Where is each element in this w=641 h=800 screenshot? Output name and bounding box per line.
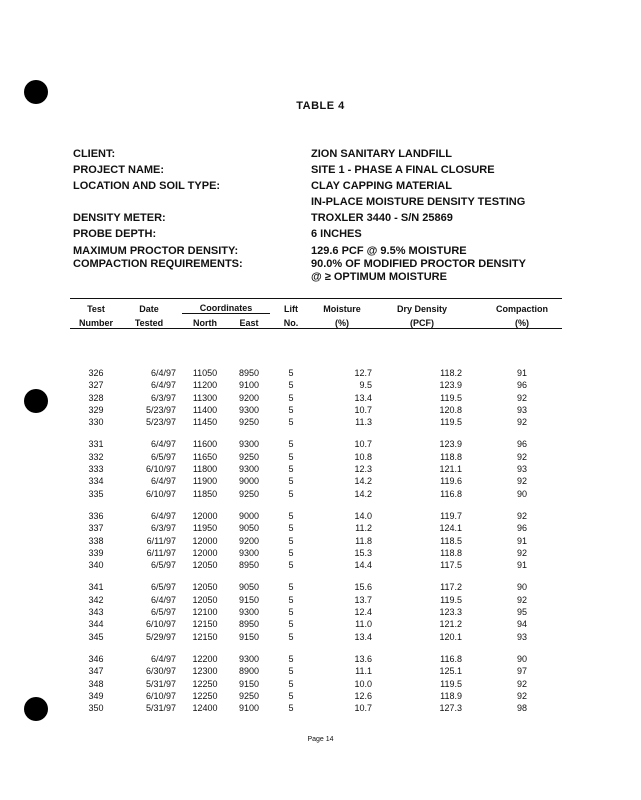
dry-density-cell: 123.9: [439, 380, 462, 391]
north-cell: 11850: [192, 488, 218, 499]
moisture-cell: 13.7: [354, 594, 372, 605]
date-tested-cell: 5/23/97: [145, 404, 176, 415]
date-tested-cell: 6/3/97: [150, 392, 176, 403]
date-tested-cell: 6/10/97: [145, 619, 176, 630]
compaction-cell: 93: [516, 404, 527, 415]
lift-no-cell: 5: [288, 535, 294, 546]
compaction-cell: 92: [516, 392, 527, 403]
lift-no-cell: 5: [288, 380, 294, 391]
compaction-cell: 91: [516, 535, 527, 546]
compaction-cell: 95: [516, 607, 527, 618]
east-cell: 9300: [238, 653, 260, 664]
dry-density-cell: 119.5: [440, 594, 462, 605]
test-number-cell: 328: [88, 392, 104, 403]
group-spacer: [70, 571, 562, 581]
table-row: [70, 488, 562, 500]
east-cell: 9300: [238, 547, 260, 558]
compaction-cell: 96: [516, 439, 527, 450]
date-tested-cell: 6/10/97: [145, 488, 176, 499]
lift-no-cell: 5: [288, 392, 294, 403]
compaction-value-line-1: 90.0% OF MODIFIED PROCTOR DENSITY: [311, 258, 526, 270]
test-number-cell: 346: [88, 653, 104, 664]
test-number-cell: 333: [88, 464, 104, 475]
north-cell: 11800: [192, 464, 218, 475]
east-cell: 9150: [238, 631, 260, 642]
location-value-line-1: CLAY CAPPING MATERIAL: [311, 180, 452, 192]
lift-no-cell: 5: [288, 523, 294, 534]
client-label: CLIENT:: [73, 148, 116, 160]
east-cell: 8900: [238, 666, 260, 677]
table-row: [70, 379, 562, 391]
table-row: [70, 475, 562, 487]
test-number-cell: 335: [88, 488, 104, 499]
dry-density-cell: 117.5: [440, 560, 462, 571]
table-title: TABLE 4: [296, 100, 345, 112]
test-number-cell: 341: [88, 582, 104, 593]
dry-density-cell: 124.1: [439, 523, 462, 534]
punch-hole-bottom: [24, 697, 48, 721]
page-number: Page 14: [307, 736, 334, 743]
compaction-cell: 93: [516, 464, 527, 475]
table-row: [70, 392, 562, 404]
test-number-cell: 343: [88, 607, 104, 618]
info-row-compaction: [73, 258, 553, 271]
east-cell: 9150: [238, 594, 260, 605]
header-row-2: [70, 314, 562, 329]
compaction-cell: 92: [516, 510, 527, 521]
compaction-cell: 92: [516, 417, 527, 428]
probe-value: 6 INCHES: [311, 228, 362, 240]
date-tested-cell: 6/4/97: [150, 476, 176, 487]
table-row: [70, 631, 562, 643]
proctor-value: 129.6 PCF @ 9.5% MOISTURE: [311, 245, 467, 257]
test-number-cell: 338: [88, 535, 104, 546]
date-tested-cell: 6/4/97: [150, 510, 176, 521]
dry-density-cell: 121.2: [439, 619, 462, 630]
dry-density-cell: 127.3: [439, 703, 462, 714]
moisture-cell: 12.3: [354, 464, 372, 475]
lift-no-cell: 5: [288, 368, 294, 378]
table-row: [70, 653, 562, 665]
info-row-project: [73, 162, 553, 178]
compaction-cell: 98: [516, 703, 527, 714]
lift-no-cell: 5: [288, 439, 294, 450]
east-cell: 9300: [238, 404, 260, 415]
lift-no-cell: 5: [288, 690, 294, 701]
proctor-label: MAXIMUM PROCTOR DENSITY:: [73, 245, 239, 257]
header-east: East: [228, 314, 270, 329]
east-cell: 9250: [238, 451, 260, 462]
header-date: Date: [122, 299, 182, 314]
compaction-cell: 92: [516, 678, 527, 689]
date-tested-cell: 6/5/97: [150, 607, 176, 618]
east-cell: 9000: [238, 476, 260, 487]
header-north: North: [182, 314, 228, 329]
dry-density-cell: 119.5: [440, 392, 462, 403]
date-tested-cell: 5/31/97: [145, 703, 176, 714]
info-row-location-2: [73, 194, 553, 210]
east-cell: 9300: [238, 607, 260, 618]
dry-density-cell: 118.5: [440, 535, 462, 546]
header-test: Test: [70, 299, 122, 314]
east-cell: 9300: [238, 464, 260, 475]
north-cell: 11600: [192, 439, 218, 450]
header-compaction-unit: (%): [482, 314, 562, 329]
north-cell: 12250: [192, 678, 218, 689]
moisture-cell: 13.4: [354, 392, 372, 403]
compaction-cell: 92: [516, 451, 527, 462]
east-cell: 9050: [238, 582, 260, 593]
test-number-cell: 347: [88, 666, 104, 677]
north-cell: 11950: [192, 523, 218, 534]
date-tested-cell: 6/11/97: [146, 535, 176, 546]
north-cell: 11400: [192, 404, 218, 415]
table-row: [70, 581, 562, 593]
north-cell: 12150: [192, 619, 218, 630]
east-cell: 9000: [238, 510, 260, 521]
date-tested-cell: 6/5/97: [150, 451, 176, 462]
dry-density-cell: 116.8: [440, 488, 462, 499]
compaction-cell: 92: [516, 547, 527, 558]
compaction-cell: 96: [516, 380, 527, 391]
test-number-cell: 349: [88, 690, 104, 701]
test-number-cell: 350: [88, 703, 104, 714]
header-coordinates: Coordinates: [182, 299, 270, 314]
north-cell: 12050: [192, 582, 218, 593]
moisture-cell: 12.7: [354, 368, 372, 378]
info-row-meter: [73, 210, 553, 226]
lift-no-cell: 5: [288, 631, 294, 642]
moisture-cell: 9.5: [359, 380, 372, 391]
dry-density-cell: 118.8: [440, 547, 462, 558]
test-number-cell: 331: [88, 439, 104, 450]
compaction-cell: 91: [516, 560, 527, 571]
compaction-cell: 92: [516, 690, 527, 701]
moisture-cell: 11.2: [355, 523, 372, 534]
meter-value: TROXLER 3440 - S/N 25869: [311, 212, 453, 224]
table-row: [70, 463, 562, 475]
compaction-cell: 96: [516, 523, 527, 534]
date-tested-cell: 6/4/97: [150, 380, 176, 391]
moisture-cell: 10.8: [354, 451, 372, 462]
north-cell: 12050: [192, 560, 218, 571]
dry-density-cell: 123.3: [439, 607, 462, 618]
header-number: Number: [70, 314, 122, 329]
date-tested-cell: 6/30/97: [145, 666, 176, 677]
header-tested: Tested: [122, 314, 182, 329]
north-cell: 12100: [192, 607, 218, 618]
dry-density-cell: 118.8: [440, 451, 462, 462]
east-cell: 9250: [238, 488, 260, 499]
table-row: [70, 547, 562, 559]
lift-no-cell: 5: [288, 451, 294, 462]
probe-label: PROBE DEPTH:: [73, 228, 157, 240]
lift-no-cell: 5: [288, 582, 294, 593]
moisture-cell: 14.0: [354, 510, 372, 521]
punch-hole-middle: [24, 389, 48, 413]
compaction-label: COMPACTION REQUIREMENTS:: [73, 258, 243, 270]
dry-density-cell: 125.1: [439, 666, 462, 677]
table-row: [70, 451, 562, 463]
moisture-cell: 12.4: [354, 607, 372, 618]
lift-no-cell: 5: [288, 666, 294, 677]
table-row: [70, 438, 562, 450]
east-cell: 9200: [238, 392, 260, 403]
compaction-cell: 92: [516, 476, 527, 487]
lift-no-cell: 5: [288, 678, 294, 689]
north-cell: 11300: [192, 392, 218, 403]
date-tested-cell: 6/10/97: [145, 690, 176, 701]
dry-density-cell: 120.1: [439, 631, 462, 642]
table-row: [70, 510, 562, 522]
dry-density-cell: 118.9: [440, 690, 462, 701]
date-tested-cell: 6/4/97: [150, 594, 176, 605]
table-row: [70, 367, 562, 379]
north-cell: 12400: [192, 703, 218, 714]
lift-no-cell: 5: [288, 653, 294, 664]
east-cell: 9200: [238, 535, 260, 546]
moisture-cell: 15.6: [354, 582, 372, 593]
north-cell: 12050: [192, 594, 218, 605]
header-lift: Lift: [270, 299, 312, 314]
density-test-table: [70, 298, 562, 714]
dry-density-cell: 118.2: [440, 368, 462, 378]
table-row: [70, 594, 562, 606]
date-tested-cell: 6/10/97: [145, 464, 176, 475]
test-number-cell: 345: [88, 631, 104, 642]
lift-no-cell: 5: [288, 607, 294, 618]
test-number-cell: 330: [88, 417, 104, 428]
east-cell: 9250: [238, 690, 260, 701]
meter-label: DENSITY METER:: [73, 212, 166, 224]
date-tested-cell: 5/23/97: [145, 417, 176, 428]
info-row-proctor: [73, 245, 553, 258]
moisture-cell: 14.4: [354, 560, 372, 571]
moisture-cell: 14.2: [354, 488, 372, 499]
client-value: ZION SANITARY LANDFILL: [311, 148, 452, 160]
lift-no-cell: 5: [288, 404, 294, 415]
moisture-cell: 11.1: [355, 666, 372, 677]
lift-no-cell: 5: [288, 464, 294, 475]
east-cell: 8950: [238, 619, 260, 630]
info-row-location: [73, 178, 553, 194]
test-number-cell: 332: [88, 451, 104, 462]
test-number-cell: 326: [88, 368, 104, 378]
test-number-cell: 329: [88, 404, 104, 415]
date-tested-cell: 6/5/97: [150, 582, 176, 593]
table-row: [70, 559, 562, 571]
dry-density-cell: 121.1: [439, 464, 462, 475]
east-cell: 9050: [238, 523, 260, 534]
dry-density-cell: 119.5: [440, 678, 462, 689]
info-row-client: [73, 146, 553, 162]
north-cell: 12200: [192, 653, 218, 664]
compaction-cell: 90: [516, 582, 527, 593]
east-cell: 9100: [238, 703, 260, 714]
east-cell: 9150: [238, 678, 260, 689]
date-tested-cell: 6/4/97: [150, 368, 176, 378]
north-cell: 12000: [192, 535, 218, 546]
moisture-cell: 13.4: [354, 631, 372, 642]
dry-density-cell: 119.7: [440, 510, 462, 521]
date-tested-cell: 6/3/97: [150, 523, 176, 534]
moisture-cell: 10.7: [354, 404, 372, 415]
info-row-compaction-2: [73, 271, 553, 284]
compaction-cell: 97: [516, 666, 527, 677]
east-cell: 8950: [238, 368, 260, 378]
test-number-cell: 336: [88, 510, 104, 521]
date-tested-cell: 6/4/97: [150, 653, 176, 664]
group-spacer: [70, 500, 562, 510]
north-cell: 11050: [192, 368, 218, 378]
north-cell: 12000: [192, 510, 218, 521]
moisture-cell: 10.7: [354, 439, 372, 450]
lift-no-cell: 5: [288, 510, 294, 521]
lift-no-cell: 5: [288, 417, 294, 428]
info-row-probe: [73, 226, 553, 242]
table-row: [70, 535, 562, 547]
dry-density-cell: 119.6: [440, 476, 462, 487]
table-body: [70, 329, 562, 715]
test-number-cell: 342: [88, 594, 104, 605]
location-value-line-2: IN-PLACE MOISTURE DENSITY TESTING: [311, 196, 526, 208]
table-row: [70, 416, 562, 428]
east-cell: 8950: [238, 560, 260, 571]
compaction-cell: 90: [516, 488, 527, 499]
date-tested-cell: 6/4/97: [150, 439, 176, 450]
moisture-cell: 10.7: [354, 703, 372, 714]
compaction-cell: 91: [516, 368, 527, 378]
east-cell: 9250: [238, 417, 260, 428]
lift-no-cell: 5: [288, 488, 294, 499]
header-compaction: Compaction: [482, 299, 562, 314]
moisture-cell: 13.6: [354, 653, 372, 664]
location-label: LOCATION AND SOIL TYPE:: [73, 180, 221, 192]
group-spacer: [70, 428, 562, 438]
header-moisture-unit: (%): [312, 314, 382, 329]
east-cell: 9100: [238, 380, 260, 391]
test-number-cell: 337: [88, 523, 104, 534]
compaction-value-line-2: @ ≥ OPTIMUM MOISTURE: [311, 271, 447, 283]
date-tested-cell: 5/31/97: [145, 678, 176, 689]
moisture-cell: 11.0: [355, 619, 372, 630]
date-tested-cell: 6/5/97: [150, 560, 176, 571]
table-row: [70, 690, 562, 702]
header-lift-no: No.: [270, 314, 312, 329]
header-density-unit: (PCF): [382, 314, 482, 329]
lift-no-cell: 5: [288, 547, 294, 558]
test-number-cell: 327: [88, 380, 104, 391]
date-tested-cell: 5/29/97: [145, 631, 176, 642]
dry-density-cell: 120.8: [439, 404, 462, 415]
compaction-cell: 93: [516, 631, 527, 642]
moisture-cell: 15.3: [354, 547, 372, 558]
table-row: [70, 678, 562, 690]
table-row: [70, 665, 562, 677]
table-row: [70, 618, 562, 630]
north-cell: 12150: [192, 631, 218, 642]
lift-no-cell: 5: [288, 560, 294, 571]
compaction-cell: 92: [516, 594, 527, 605]
east-cell: 9300: [238, 439, 260, 450]
header-moisture: Moisture: [312, 299, 382, 314]
project-value: SITE 1 - PHASE A FINAL CLOSURE: [311, 164, 495, 176]
lift-no-cell: 5: [288, 619, 294, 630]
north-cell: 12000: [192, 547, 218, 558]
dry-density-cell: 119.5: [440, 417, 462, 428]
table-row: [70, 522, 562, 534]
report-info-block: [73, 146, 553, 284]
test-number-cell: 344: [88, 619, 104, 630]
project-label: PROJECT NAME:: [73, 164, 165, 176]
lift-no-cell: 5: [288, 703, 294, 714]
compaction-cell: 90: [516, 653, 527, 664]
test-number-cell: 340: [88, 560, 104, 571]
dry-density-cell: 123.9: [439, 439, 462, 450]
north-cell: 11650: [192, 451, 218, 462]
moisture-cell: 10.0: [354, 678, 372, 689]
moisture-cell: 14.2: [354, 476, 372, 487]
moisture-cell: 11.8: [355, 535, 372, 546]
test-number-cell: 334: [88, 476, 104, 487]
north-cell: 11900: [192, 476, 218, 487]
north-cell: 11200: [192, 380, 218, 391]
lift-no-cell: 5: [288, 594, 294, 605]
table-row: [70, 606, 562, 618]
table-row: [70, 404, 562, 416]
test-number-cell: 339: [88, 547, 104, 558]
moisture-cell: 11.3: [355, 417, 372, 428]
moisture-cell: 12.6: [354, 690, 372, 701]
north-cell: 11450: [192, 417, 218, 428]
north-cell: 12250: [192, 690, 218, 701]
test-number-cell: 348: [88, 678, 104, 689]
header-row-1: [70, 299, 562, 314]
compaction-cell: 94: [516, 619, 527, 630]
table-row: [70, 702, 562, 714]
group-spacer: [70, 643, 562, 653]
header-dry-density: Dry Density: [382, 299, 482, 314]
lift-no-cell: 5: [288, 476, 294, 487]
dry-density-cell: 116.8: [440, 653, 462, 664]
date-tested-cell: 6/11/97: [146, 547, 176, 558]
north-cell: 12300: [192, 666, 218, 677]
dry-density-cell: 117.2: [440, 582, 462, 593]
